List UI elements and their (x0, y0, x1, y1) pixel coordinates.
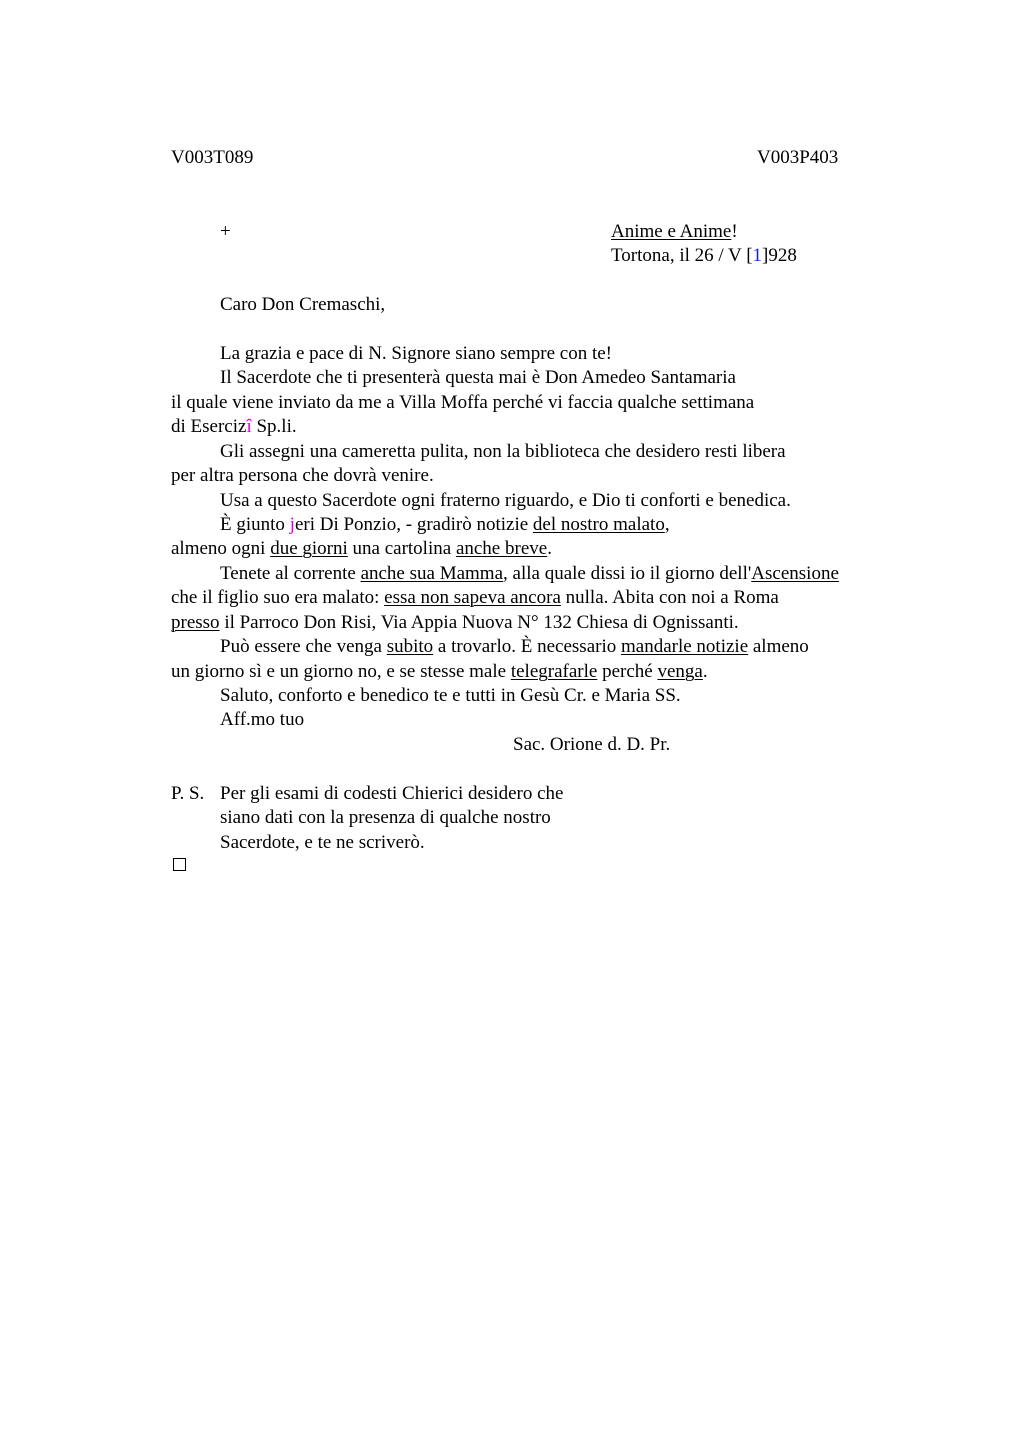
checkbox-square-icon (173, 858, 186, 871)
text-span: un giorno sì e un giorno no, e se stesse male (171, 661, 511, 682)
signature: Sac. Orione d. D. Pr. (513, 734, 671, 755)
text-span: , (664, 514, 670, 535)
salutation: Caro Don Cremaschi, (220, 294, 386, 315)
motto (611, 220, 738, 244)
underlined-text: mandarle notizie (620, 636, 749, 657)
text-span: una cartolina (347, 538, 456, 559)
text-span: almeno (748, 636, 809, 657)
underlined-text: due giorni (270, 538, 348, 559)
text-span: Sp.li. (251, 416, 297, 437)
underlined-text: anche sua Mamma (360, 563, 504, 584)
closing: Aff.mo tuo (220, 709, 305, 730)
text-span: nulla. Abita con noi a Roma (560, 587, 779, 608)
body-line (171, 611, 739, 635)
text-span: il Parroco Don Risi, Via Appia Nuova N° 132 Chiesa di Ognissanti. (219, 612, 739, 633)
body-line (220, 635, 809, 659)
text-span: di Eserciz (171, 416, 247, 437)
underlined-text: del nostro malato (532, 514, 665, 535)
motto-punct: ! (731, 221, 738, 242)
underlined-text: subito (386, 636, 434, 657)
ps-line: Sacerdote, e te ne scriverò. (220, 832, 425, 853)
text-span: È giunto (220, 514, 290, 535)
text-span: almeno ogni (171, 538, 271, 559)
body-line (171, 415, 297, 439)
body-line: per altra persona che dovrà venire. (171, 465, 434, 486)
body-line: Saluto, conforto e benedico te e tutti in Gesù Cr. e Maria SS. (220, 685, 681, 706)
cross-mark: + (220, 221, 231, 242)
body-line: La grazia e pace di N. Signore siano sempre con te! (220, 343, 612, 364)
motto-text: Anime e Anime (611, 221, 732, 242)
body-line (220, 562, 839, 586)
body-line: Gli assegni una cameretta pulita, non la biblioteca che desidero resti libera (220, 441, 786, 462)
editorial-mark: î (246, 416, 252, 437)
place-date-suffix: ]928 (762, 245, 797, 266)
text-span: Tenete al corrente (220, 563, 361, 584)
body-line: Il Sacerdote che ti presenterà questa mai è Don Amedeo Santamaria (220, 367, 736, 388)
place-date-digit: 1 (752, 245, 763, 266)
text-span: . (547, 538, 552, 559)
document-code-left: V003T089 (171, 147, 254, 168)
underlined-text: presso (171, 612, 220, 633)
text-span: , alla quale dissi io il giorno dell' (503, 563, 752, 584)
body-line (220, 513, 670, 537)
ps-line: Per gli esami di codesti Chierici desidero che (220, 783, 564, 804)
body-line (171, 660, 708, 684)
body-line: il quale viene inviato da me a Villa Moffa perché vi faccia qualche settimana (171, 392, 755, 413)
underlined-text: essa non sapeva ancora (384, 587, 561, 608)
body-line: Usa a questo Sacerdote ogni fraterno riguardo, e Dio ti conforti e benedica. (220, 490, 791, 511)
document-code-right: V003P403 (757, 147, 839, 168)
text-span: eri Di Ponzio, - gradirò notizie (294, 514, 533, 535)
ps-line: siano dati con la presenza di qualche nostro (220, 807, 551, 828)
place-date (611, 244, 797, 268)
underlined-text: Ascensione (751, 563, 839, 584)
editorial-mark: j (289, 514, 295, 535)
place-date-prefix: Tortona, il 26 / V [ (611, 245, 753, 266)
text-span: perché (597, 661, 658, 682)
text-span: che il figlio suo era malato: (171, 587, 385, 608)
text-span: Può essere che venga (220, 636, 387, 657)
underlined-text: anche breve (455, 538, 548, 559)
body-line (171, 586, 779, 610)
ps-label: P. S. (171, 783, 205, 804)
underlined-text: telegrafarle (510, 661, 598, 682)
text-span: . (702, 661, 708, 682)
body-line (171, 537, 552, 561)
text-span: a trovarlo. È necessario (433, 636, 621, 657)
underlined-text: venga (657, 661, 703, 682)
